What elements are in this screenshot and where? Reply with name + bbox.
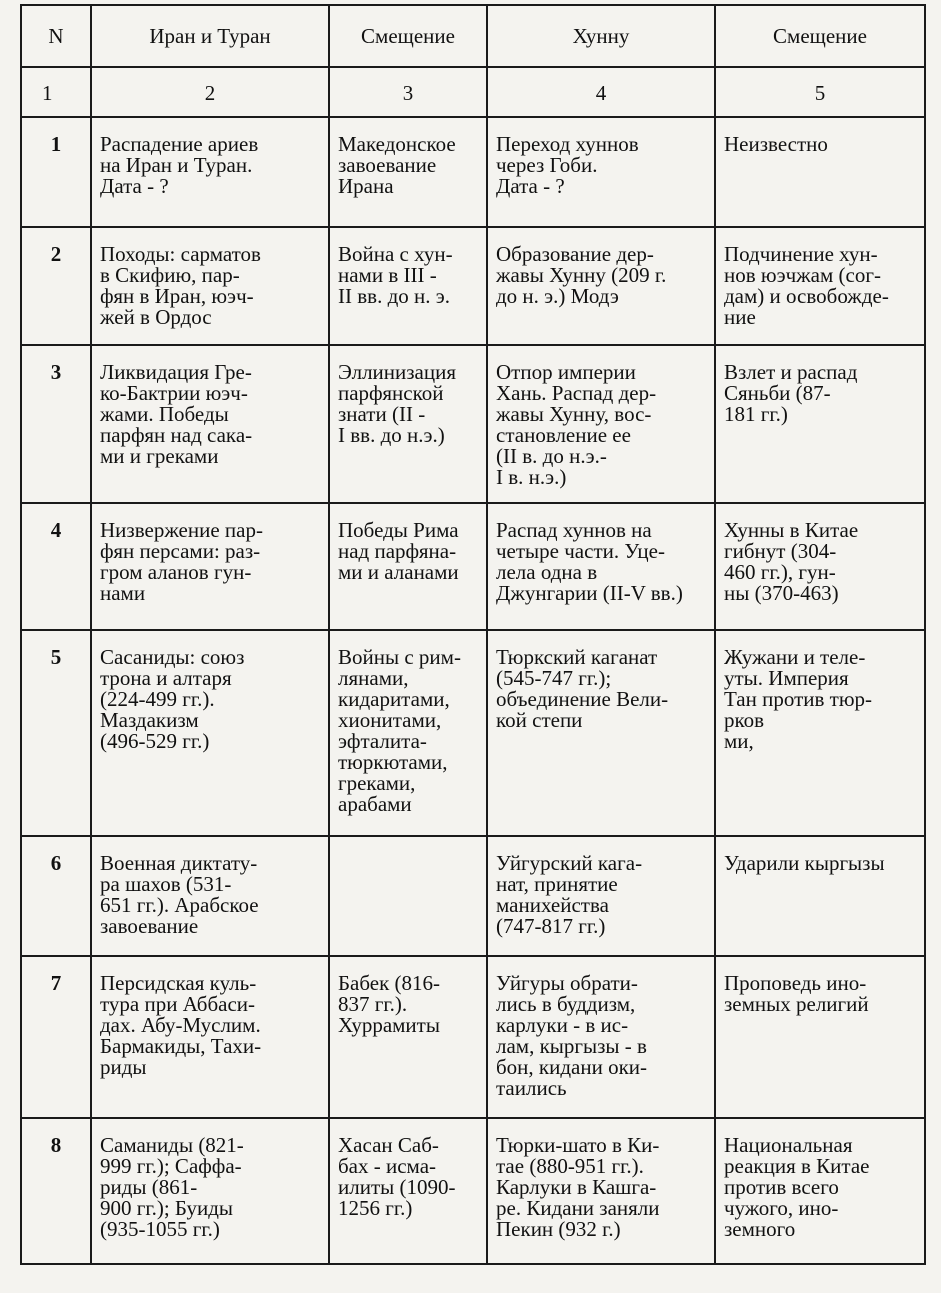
row-number: 8: [21, 1118, 91, 1264]
column-number-row: [21, 67, 925, 117]
history-table: [20, 4, 926, 1265]
header-hunnu: Хунну: [487, 5, 715, 67]
header-iran-turan: Иран и Туран: [91, 5, 329, 67]
shift-2-cell: Жужани и теле- уты. Империя Тан против тюр- рков ми,: [715, 630, 925, 836]
hunnu-cell: Тюрки-шато в Ки- тае (880-951 гг.). Карлуки в Кашга- ре. Кидани заняли Пекин (932 г.): [487, 1118, 715, 1264]
shift-2-cell: Взлет и распад Сяньби (87- 181 гг.): [715, 345, 925, 503]
column-number-1: 1: [21, 67, 91, 117]
hunnu-cell: Распад хуннов на четыре части. Уце- лела одна в Джунгарии (II-V вв.): [487, 503, 715, 630]
iran-turan-cell: Персидская куль- тура при Аббаси- дах. Абу-Муслим. Бармакиды, Тахи- риды: [91, 956, 329, 1118]
shift-1-cell: Македонское завоевание Ирана: [329, 117, 487, 227]
shift-2-cell: Неизвестно: [715, 117, 925, 227]
header-shift-1: Смещение: [329, 5, 487, 67]
column-number-2: 2: [91, 67, 329, 117]
table-row: [21, 227, 925, 345]
row-number: 1: [21, 117, 91, 227]
shift-1-cell: Победы Рима над парфяна- ми и аланами: [329, 503, 487, 630]
row-number: 4: [21, 503, 91, 630]
shift-2-cell: Проповедь ино- земных религий: [715, 956, 925, 1118]
hunnu-cell: Переход хуннов через Гоби. Дата - ?: [487, 117, 715, 227]
table-row: [21, 836, 925, 956]
shift-1-cell: Хасан Саб- бах - исма- илиты (1090- 1256 гг.): [329, 1118, 487, 1264]
hunnu-cell: Тюркский каганат (545-747 гг.); объединение Вели- кой степи: [487, 630, 715, 836]
shift-1-cell: Война с хун- нами в III - II вв. до н. э.: [329, 227, 487, 345]
iran-turan-cell: Низвержение пар- фян персами: раз- гром аланов гун- нами: [91, 503, 329, 630]
column-number-3: 3: [329, 67, 487, 117]
row-number: 2: [21, 227, 91, 345]
shift-2-cell: Национальная реакция в Китае против всего чужого, ино- земного: [715, 1118, 925, 1264]
shift-1-cell: Войны с рим- лянами, кидаритами, хионитами, эфталита- тюркютами, греками, арабами: [329, 630, 487, 836]
column-number-5: 5: [715, 67, 925, 117]
row-number: 7: [21, 956, 91, 1118]
hunnu-cell: Образование дер- жавы Хунну (209 г. до н. э.) Модэ: [487, 227, 715, 345]
hunnu-cell: Уйгурский кага- нат, принятие манихейства (747-817 гг.): [487, 836, 715, 956]
iran-turan-cell: Походы: сарматов в Скифию, пар- фян в Иран, юэч- жей в Ордос: [91, 227, 329, 345]
shift-1-cell: [329, 836, 487, 956]
hunnu-cell: Отпор империи Хань. Распад дер- жавы Хунну, вос- становление ее (II в. до н.э.- I в. н.э.): [487, 345, 715, 503]
iran-turan-cell: Сасаниды: союз трона и алтаря (224-499 гг.). Маздакизм (496-529 гг.): [91, 630, 329, 836]
table-row: [21, 345, 925, 503]
table-row: [21, 1118, 925, 1264]
shift-1-cell: Бабек (816- 837 гг.). Хуррамиты: [329, 956, 487, 1118]
row-number: 3: [21, 345, 91, 503]
shift-2-cell: Ударили кыргызы: [715, 836, 925, 956]
row-number: 5: [21, 630, 91, 836]
iran-turan-cell: Саманиды (821- 999 гг.); Саффа- риды (861- 900 гг.); Буиды (935-1055 гг.): [91, 1118, 329, 1264]
iran-turan-cell: Военная диктату- ра шахов (531- 651 гг.). Арабское завоевание: [91, 836, 329, 956]
shift-2-cell: Подчинение хун- нов юэчжам (сог- дам) и освобожде- ние: [715, 227, 925, 345]
shift-2-cell: Хунны в Китае гибнут (304- 460 гг.), гун- ны (370-463): [715, 503, 925, 630]
iran-turan-cell: Ликвидация Гре- ко-Бактрии юэч- жами. Победы парфян над сака- ми и греками: [91, 345, 329, 503]
header-row: [21, 5, 925, 67]
header-shift-2: Смещение: [715, 5, 925, 67]
row-number: 6: [21, 836, 91, 956]
column-number-4: 4: [487, 67, 715, 117]
table-row: [21, 117, 925, 227]
iran-turan-cell: Распадение ариев на Иран и Туран. Дата - ?: [91, 117, 329, 227]
table-row: [21, 630, 925, 836]
header-n: N: [21, 5, 91, 67]
shift-1-cell: Эллинизация парфянской знати (II - I вв. до н.э.): [329, 345, 487, 503]
table-row: [21, 956, 925, 1118]
table-row: [21, 503, 925, 630]
hunnu-cell: Уйгуры обрати- лись в буддизм, карлуки - в ис- лам, кыргызы - в бон, кидани оки- таились: [487, 956, 715, 1118]
